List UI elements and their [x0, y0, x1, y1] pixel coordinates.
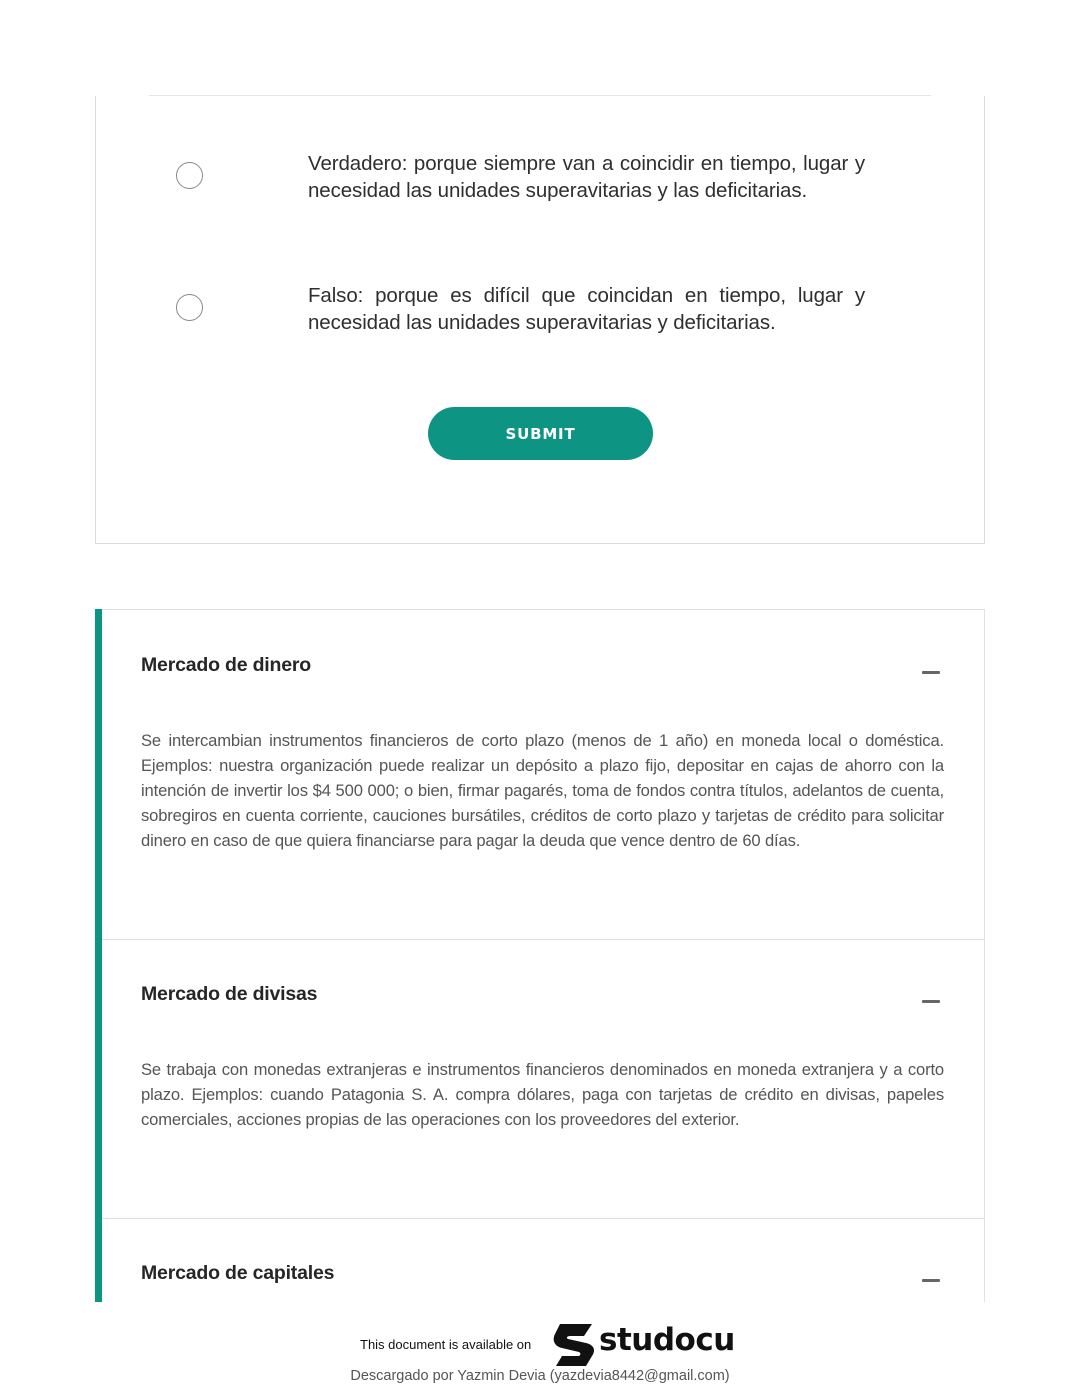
accordion-item-mercado-de-dinero — [95, 609, 985, 940]
submit-button[interactable]: SUBMIT — [428, 407, 653, 460]
accordion-title[interactable]: Mercado de divisas — [141, 983, 318, 1005]
available-text: This document is available on — [360, 1337, 532, 1352]
accordion-item-mercado-de-divisas — [95, 939, 985, 1219]
minus-icon[interactable] — [921, 665, 941, 679]
footer-availability — [0, 1322, 1080, 1366]
radio-button-false[interactable] — [176, 294, 203, 321]
accordion — [95, 609, 985, 1302]
accordion-title[interactable]: Mercado de capitales — [141, 1262, 335, 1284]
studocu-logo-icon[interactable] — [552, 1324, 596, 1366]
accent-bar — [95, 1218, 102, 1302]
accordion-body: Se intercambian instrumentos financieros de corto plazo (menos de 1 año) en moneda local o doméstica. Ejemplos: nuestra organización puede realizar un depósito a plazo fijo, depositar en cajas de ahorro con la intención de invertir los $4 500 000; o bien, firmar pagarés, toma de fondos contra títulos, adelantos de cuenta, sobregiros en cuenta corriente, cauciones bursátiles, créditos de corto plazo y tarjetas de crédito para solicitar dinero en caso de que quiera financiarse para pagar la deuda que vence dentro de 60 días. — [141, 731, 944, 850]
accent-bar — [95, 939, 102, 1219]
accent-bar — [95, 609, 102, 940]
option-label-true: Verdadero: porque siempre van a coincidir en tiempo, lugar y necesidad las unidades superavitarias y las deficitarias. — [308, 152, 865, 202]
accordion-item-mercado-de-capitales — [95, 1218, 985, 1302]
minus-icon[interactable] — [921, 994, 941, 1008]
studocu-brand[interactable]: studocu — [599, 1322, 735, 1358]
option-label-false: Falso: porque es difícil que coincidan en tiempo, lugar y necesidad las unidades superavitarias y deficitarias. — [308, 284, 865, 334]
quiz-card — [95, 96, 985, 544]
accordion-title[interactable]: Mercado de dinero — [141, 654, 311, 676]
downloaded-by-text: Descargado por Yazmin Devia (yazdevia8442@gmail.com) — [350, 1368, 730, 1384]
minus-icon[interactable] — [921, 1273, 941, 1287]
radio-button-true[interactable] — [176, 162, 203, 189]
accordion-body: Se trabaja con monedas extranjeras e instrumentos financieros denominados en moneda extranjera y a corto plazo. Ejemplos: cuando Patagonia S. A. compra dólares, paga con tarjetas de crédito en divisas, papeles comerciales, acciones propias de las operaciones con los proveedores del exterior. — [141, 1060, 944, 1129]
